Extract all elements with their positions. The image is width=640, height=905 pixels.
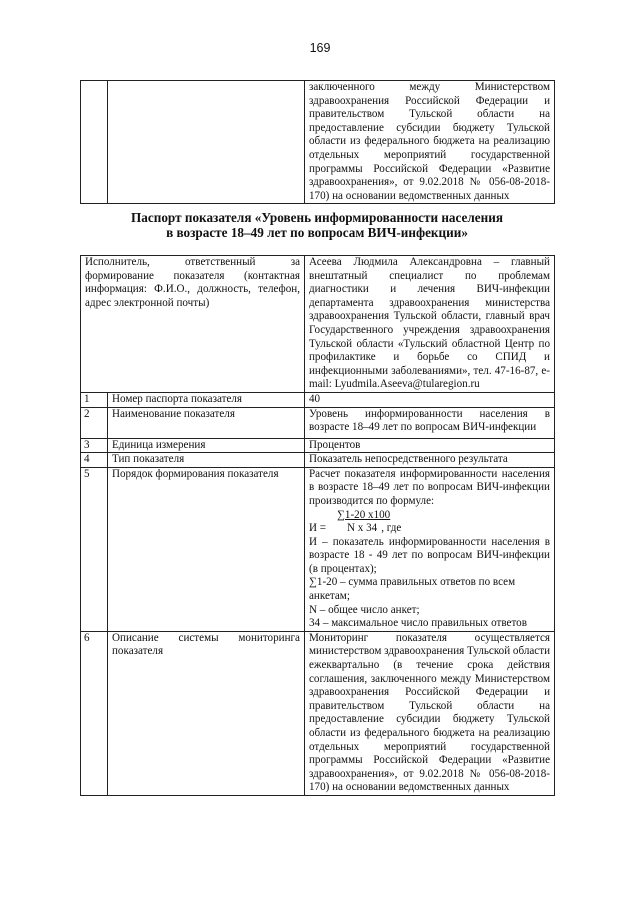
continued-table: [80, 80, 555, 204]
table-row: [81, 407, 555, 438]
cell-num: [81, 81, 108, 204]
table-row: [81, 438, 555, 453]
row-value: 40: [305, 392, 555, 407]
continued-text: заключенного между Министерством здравоохранения Российской Федерации и правительством Тульской области на предоставление субсидии бюджету Тульской области из федерального бюджета на реализацию отдельных мероприятий государственной программы Российской Федерации «Развитие здравоохранения», от 9.02.2018 № 056-08-2018-170) на основании ведомственных данных: [305, 81, 555, 204]
title-line-2: в возрасте 18–49 лет по вопросам ВИЧ-инфекции»: [166, 225, 468, 240]
row-value: Уровень информированности населения в возрасте 18–49 лет по вопросам ВИЧ-инфекции: [305, 407, 555, 438]
row-value: Процентов: [305, 438, 555, 453]
table-row-header: [81, 256, 555, 393]
formula-denominator: N x 34: [347, 522, 378, 535]
row-number: 2: [81, 407, 108, 438]
row-number: 6: [81, 631, 108, 795]
row-number: 3: [81, 438, 108, 453]
table-row: [81, 467, 555, 631]
formula-numerator: ∑1-20 x100: [337, 508, 391, 521]
table-row: [81, 453, 555, 468]
formula-cell: [305, 467, 555, 631]
definition-sum: ∑1-20 – сумма правильных ответов по всем анкетам;: [309, 576, 516, 603]
row-label: Описание системы мониторинга показателя: [108, 631, 305, 795]
title-line-1: Паспорт показателя «Уровень информированности населения: [131, 210, 503, 225]
row-number: 4: [81, 453, 108, 468]
formula-suffix: , где: [381, 522, 402, 535]
cell-label: [108, 81, 305, 204]
table-row: [81, 392, 555, 407]
table-row: [81, 81, 555, 204]
page-number: 169: [309, 41, 331, 55]
page-title: [80, 210, 554, 240]
row-number: 5: [81, 467, 108, 631]
row-label: Единица измерения: [108, 438, 305, 453]
definition-i: И – показатель информированности населения в возрасте 18 - 49 лет по вопросам ВИЧ-инфекции (в процентах);: [309, 535, 550, 575]
formula-lhs: И =: [309, 522, 327, 535]
definition-n: N – общее число анкет;: [309, 603, 420, 616]
definition-34: 34 – максимальное число правильных ответов: [309, 617, 527, 630]
row-label: Тип показателя: [108, 453, 305, 468]
executor-label: Исполнитель, ответственный за формирование показателя (контактная информация: Ф.И.О., должность, телефон, адрес электронной почты): [81, 256, 305, 393]
row-label: Порядок формирования показателя: [108, 467, 305, 631]
formula-line: [309, 522, 550, 536]
row-value: Показатель непосредственного результата: [305, 453, 555, 468]
executor-value: Асеева Людмила Александровна – главный внештатный специалист по проблемам диагностики и лечения ВИЧ-инфекции департамента здравоохранения министерства здравоохранения Тульской области, главный врач Государственного учреждения здравоохранения Тульской области «Тульский областной Центр по профилактике и борьбе со СПИД и инфекционными заболеваниями», тел. 47-16-87, e-mail: Lyudmila.Aseeva@tularegion.ru: [305, 256, 555, 393]
row-label: Наименование показателя: [108, 407, 305, 438]
row-number: 1: [81, 392, 108, 407]
passport-table: [80, 255, 555, 796]
row-label: Номер паспорта показателя: [108, 392, 305, 407]
row-value: Мониторинг показателя осуществляется министерством здравоохранения Тульской области ежеквартально (в течение срока действия соглашения, заключенного между Министерством здравоохранения Российской Федерации и правительством Тульской области на предоставление субсидии бюджету Тульской области из федерального бюджета на реализацию отдельных мероприятий государственной программы Российской Федерации «Развитие здравоохранения», от 9.02.2018 № 056-08-2018-170) на основании ведомственных данных: [305, 631, 555, 795]
table-row: [81, 631, 555, 795]
formula-intro: Расчет показателя информированности населения в возрасте 18–49 лет по вопросам ВИЧ-инфекции производится по формуле:: [309, 467, 550, 507]
